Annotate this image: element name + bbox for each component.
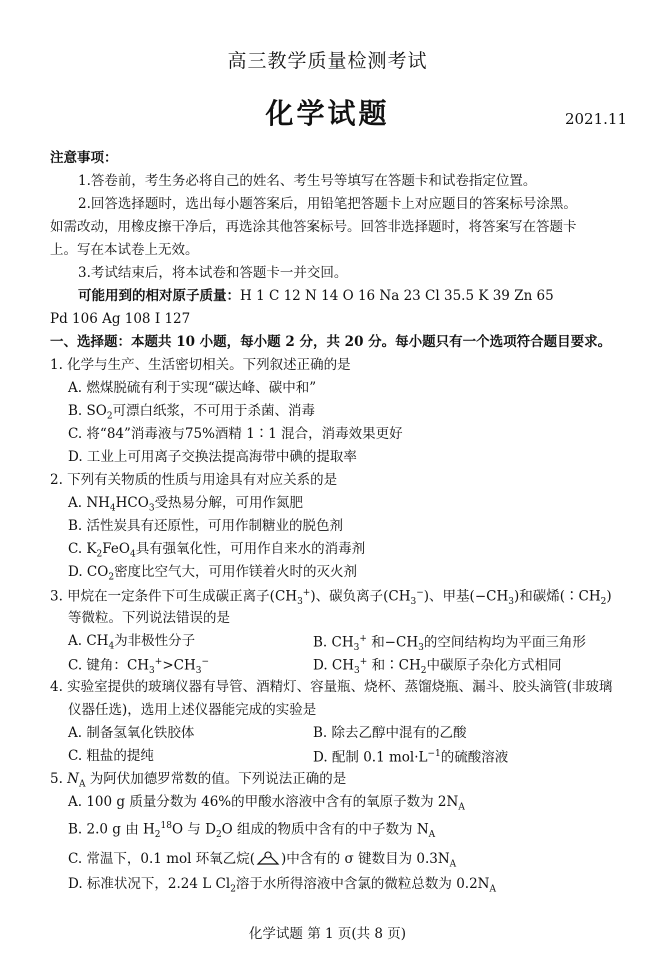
q5-stem: 5. $N_A$ 为阿伏加德罗常数的值。下列说法正确的是 [50,771,347,790]
q1-option-b: B. $SO_2$可漂白纸浆，不可用于杀菌、消毒 [68,403,316,422]
q3-option-a: A. $CH_4$为非极性分子 [68,633,196,652]
q2-stem: 2. 下列有关物质的性质与用途具有对应关系的是 [50,472,338,488]
atomic-mass-values-1: H 1 C 12 N 14 O 16 Na 23 Cl 35.5 K 39 Zn 65 [240,288,554,304]
q2-option-b: B. 活性炭具有还原性，可用作制糖业的脱色剂 [68,518,344,534]
notice-line-5: 3.考试结束后，将本试卷和答题卡一并交回。 [78,265,348,281]
page-footer: 化学试题 第 1 页(共 8 页) [248,926,407,942]
section-heading: 一、选择题：本题共 10 小题，每小题 2 分，共 20 分。每小题只有一个选项符合题目要求。 [50,334,612,350]
q3-stem-2: 等微粒。下列说法错误的是 [68,610,230,626]
q3-option-b: B. $CH_3^+$ 和$-CH_3$的空间结构均为平面三角形 [313,634,586,654]
q1-option-a: A. 燃煤脱硫有利于实现“碳达峰、碳中和” [68,380,317,396]
q1-option-c: C. 将“84”消毒液与75%酒精 1∶1 混合，消毒效果更好 [68,426,403,442]
q5-option-a: A. 100 g 质量分数为 46%的甲酸水溶液中含有的氧原子数为 $2N_A$ [68,794,465,813]
subject-title: 化学试题 [265,97,390,130]
exam-date: 2021.11 [564,110,627,128]
q1-stem: 1. 化学与生产、生活密切相关。下列叙述正确的是 [50,357,351,373]
q4-option-c: C. 粗盐的提纯 [68,748,154,764]
notice-heading: 注意事项： [50,150,118,166]
q3-stem: 3. 甲烷在一定条件下可生成碳正离子$(CH_3^+)$、碳负离子$(CH_3^-)$、甲基$(-CH_3)$和碳烯$(∶CH_2)$ [50,588,612,608]
q2-option-d: D. $CO_2$密度比空气大，可用作镁着火时的灭火剂 [68,564,358,583]
q4-option-d: D. 配制 0.1 $mol\cdot L^{-1}$的硫酸溶液 [313,749,509,766]
notice-line-4: 上。写在本试卷上无效。 [50,242,199,258]
q4-stem: 4. 实验室提供的玻璃仪器有导管、酒精灯、容量瓶、烧杯、蒸馏烧瓶、漏斗、胶头滴管(非玻璃 [50,679,613,695]
atomic-mass-label: 可能用到的相对原子质量： [78,288,240,304]
notice-line-3: 如需改动，用橡皮擦干净后，再选涂其他答案标号。回答非选择题时，将答案写在答题卡 [50,219,577,235]
q5-option-c: C. 常温下，0.1 mol 环氧乙烷( )中含有的 σ 键数目为 $0.3N_A$ [68,851,457,870]
atomic-mass-line [78,290,554,304]
q4-stem-2: 仪器任选)，选用上述仪器能完成的实验是 [68,702,317,718]
notice-line-2: 2.回答选择题时，选出每小题答案后，用铅笔把答题卡上对应题目的答案标号涂黑。 [78,196,577,212]
q1-option-d: D. 工业上可用离子交换法提高海带中碘的提取率 [68,449,357,465]
q4-option-b: B. 除去乙醇中混有的乙酸 [313,725,467,741]
q3-option-c: C. 键角：$CH_3^+>CH_3^-$ [68,657,210,677]
notice-line-1: 1.答卷前，考生务必将自己的姓名、考生号等填写在答题卡和试卷指定位置。 [78,173,537,189]
q2-option-a: A. $NH_4HCO_3$受热易分解，可用作氮肥 [68,495,304,514]
exam-title: 高三教学质量检测考试 [227,50,428,72]
q4-option-a: A. 制备氢氧化铁胶体 [68,725,195,741]
q5-option-b: B. 2.0 g 由 $H_2^{18}O$ 与 $D_2O$ 组成的物质中含有的中子数为 $N_A$ [68,821,436,841]
q2-option-c: C. $K_2FeO_4$具有强氧化性，可用作自来水的消毒剂 [68,541,366,560]
atomic-mass-values-2: Pd 106 Ag 108 I 127 [50,311,191,327]
q5-option-d: D. 标准状况下，2.24 L $Cl_2$溶于水所得溶液中含氯的微粒总数为 $0.2N_A$ [68,876,496,895]
q3-option-d: D. $CH_3^+$ 和$∶CH_2$中碳原子杂化方式相同 [313,657,562,677]
epoxide-structure-icon [255,850,281,866]
